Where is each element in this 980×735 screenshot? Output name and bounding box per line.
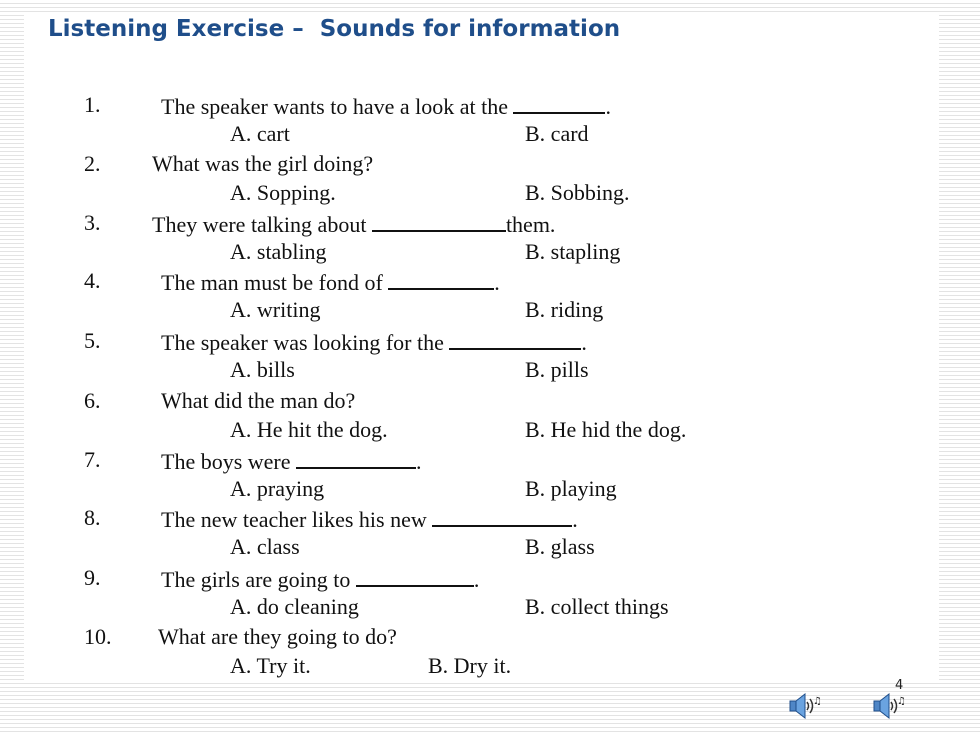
question-stem [161,388,355,414]
question-text-end: . [473,567,480,592]
option-a: A. bills [230,357,295,382]
question-number: 6. [84,388,101,413]
question-text-end: . [494,270,500,295]
option-a: A. cart [230,121,290,146]
option-b: B. card [525,121,589,146]
answer-blank [513,92,605,114]
speaker-sound-icon[interactable] [788,690,822,722]
question-9 [0,565,940,619]
title-part-1: Listening Exercise – [48,16,304,42]
question-6 [0,388,940,442]
option-b: B. collect things [525,594,669,619]
option-b: B. glass [525,534,595,559]
question-text: The girls are going to [161,567,351,592]
question-number: 3. [84,210,101,235]
question-stem [161,447,422,475]
option-a: A. Sopping. [230,180,336,205]
question-text: They were talking about [152,212,367,237]
question-number: 8. [84,505,101,530]
question-number: 1. [84,92,101,117]
question-text: The man must be fond of [161,270,383,295]
option-b: B. stapling [525,239,621,264]
answer-blank [432,505,572,527]
option-a: A. writing [230,297,321,322]
question-stem [161,328,587,356]
option-a: A. Try it. [230,653,311,678]
question-5 [0,328,940,382]
question-number: 2. [84,151,101,176]
answer-blank [372,210,506,232]
question-8 [0,505,940,559]
option-b: B. riding [525,297,604,322]
question-text-end: . [581,330,587,355]
question-number: 9. [84,565,101,590]
answer-blank [449,328,581,350]
question-text: The speaker wants to have a look at the [161,94,508,119]
question-stem [161,268,500,296]
question-1 [0,92,940,146]
question-2 [0,151,940,205]
title-part-2: Sounds for information [319,16,621,42]
option-b: B. pills [525,357,589,382]
question-stem [152,151,373,177]
question-text: The new teacher likes his new [161,507,427,532]
answer-blank [296,447,416,469]
option-b: B. He hid the dog. [525,417,687,442]
option-a: A. do cleaning [230,594,359,619]
page-number: 4 [895,678,904,693]
question-text-end: . [416,449,422,474]
option-b: B. playing [525,476,617,501]
question-text: What did the man do? [161,388,356,413]
question-stem [161,565,479,593]
answer-blank [356,565,474,587]
question-3 [0,210,940,264]
question-number: 10. [84,624,112,649]
question-stem [158,624,397,650]
question-text: The speaker was looking for the [161,330,444,355]
option-b: B. Dry it. [428,653,512,678]
question-text-end: . [605,94,611,119]
answer-blank [388,268,494,290]
question-7 [0,447,940,501]
question-text-end: them. [505,212,556,237]
question-stem [161,92,611,120]
option-b: B. Sobbing. [525,180,630,205]
question-10 [0,624,940,678]
option-a: A. He hit the dog. [230,417,388,442]
option-a: A. praying [230,476,325,501]
question-stem [161,505,578,533]
question-number: 4. [84,268,101,293]
speaker-sound-icon[interactable] [872,690,906,722]
question-text-end: . [572,507,578,532]
question-stem [152,210,555,238]
question-number: 5. [84,328,101,353]
question-text: The boys were [161,449,291,474]
question-text: What was the girl doing? [152,151,374,176]
question-text: What are they going to do? [158,624,397,649]
svg-text:♫: ♫ [897,696,906,707]
slide-title [48,16,620,42]
option-a: A. stabling [230,239,327,264]
svg-text:♫: ♫ [813,696,822,707]
option-a: A. class [230,534,300,559]
question-4 [0,268,940,322]
question-number: 7. [84,447,101,472]
